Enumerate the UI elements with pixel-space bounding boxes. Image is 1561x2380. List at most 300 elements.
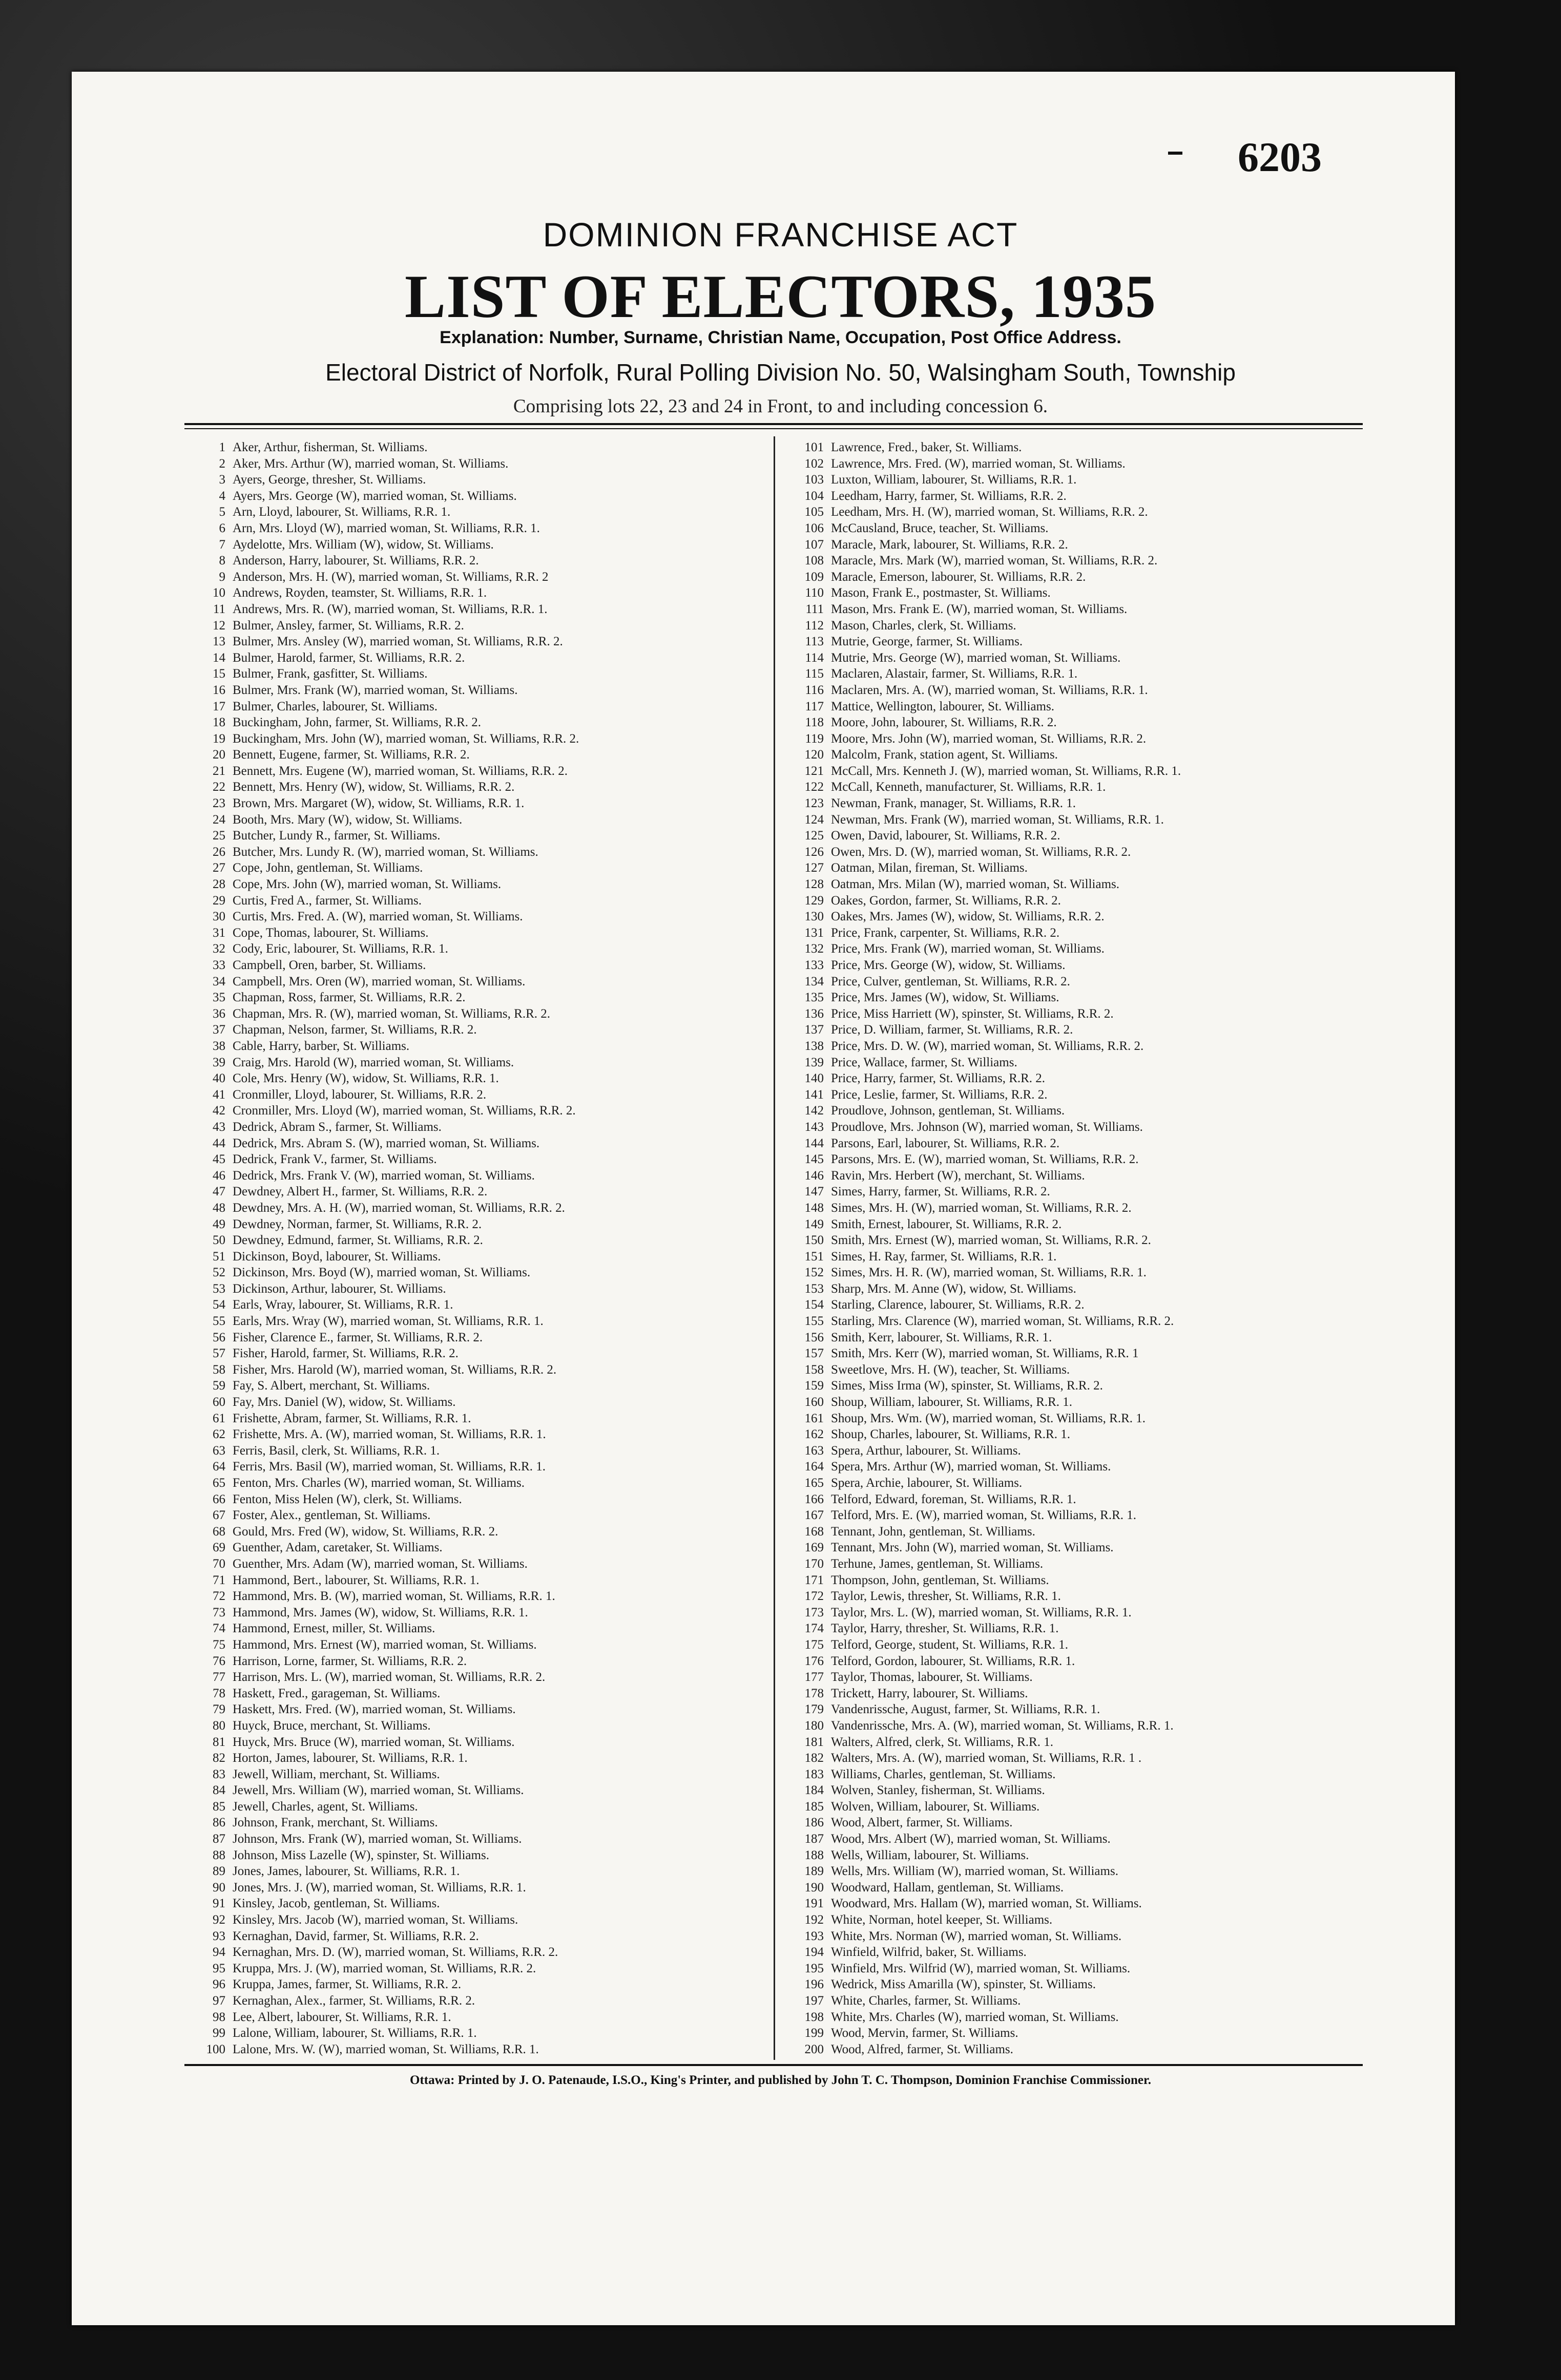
elector-entry [184, 1281, 768, 1297]
elector-details: Anderson, Mrs. H. (W), married woman, St. Williams, R.R. 2 [233, 570, 549, 584]
elector-entry [779, 2025, 1368, 2041]
elector-details: Thompson, John, gentleman, St. Williams. [831, 1573, 1049, 1587]
elector-details: Johnson, Mrs. Frank (W), married woman, St. Williams. [233, 1832, 522, 1846]
elector-entry [184, 1507, 768, 1524]
elector-number: 140 [804, 1071, 824, 1086]
elector-entry [779, 1799, 1368, 1815]
elector-number: 136 [804, 1006, 824, 1021]
elector-entry [779, 812, 1368, 828]
elector-entry [184, 1265, 768, 1281]
elector-entry [779, 1944, 1368, 1961]
elector-number: 74 [213, 1621, 225, 1636]
elector-number: 197 [804, 1994, 824, 2008]
elector-number: 102 [804, 456, 824, 471]
elector-details: Price, Leslie, farmer, St. Williams, R.R. 2. [831, 1087, 1048, 1102]
elector-number: 123 [804, 796, 824, 811]
elector-details: Buckingham, Mrs. John (W), married woman, St. Williams, R.R. 2. [233, 731, 579, 746]
elector-entry [779, 1426, 1368, 1443]
elector-number: 182 [804, 1751, 824, 1765]
elector-number: 113 [805, 635, 824, 649]
elector-details: Lawrence, Fred., baker, St. Williams. [831, 440, 1022, 454]
elector-number: 125 [804, 829, 824, 843]
elector-details: Leedham, Harry, farmer, St. Williams, R.R. 2. [831, 489, 1067, 503]
elector-entry [779, 569, 1368, 585]
elector-entry [779, 1556, 1368, 1572]
elector-details: Shoup, William, labourer, St. Williams, R.R. 1. [831, 1395, 1073, 1409]
elector-details: Cope, Thomas, labourer, St. Williams. [233, 925, 429, 940]
elector-details: Simes, Mrs. H. (W), married woman, St. Williams, R.R. 2. [831, 1200, 1132, 1215]
elector-entry [779, 1313, 1368, 1330]
elector-number: 35 [213, 991, 225, 1005]
elector-number: 66 [213, 1492, 225, 1506]
elector-entry [779, 1119, 1368, 1135]
elector-details: Simes, Miss Irma (W), spinster, St. Williams, R.R. 2. [831, 1379, 1103, 1393]
elector-number: 171 [804, 1573, 824, 1587]
elector-number: 122 [804, 780, 824, 794]
elector-details: Jewell, Charles, agent, St. Williams. [233, 1799, 418, 1814]
elector-entry [779, 1362, 1368, 1378]
elector-number: 42 [213, 1104, 225, 1118]
elector-number: 36 [213, 1006, 225, 1021]
elector-entry [184, 1232, 768, 1249]
elector-number: 64 [213, 1460, 225, 1474]
elector-entry [779, 1588, 1368, 1605]
elector-number: 10 [213, 586, 225, 600]
elector-details: Wedrick, Miss Amarilla (W), spinster, St. Williams. [831, 1977, 1096, 1992]
elector-number: 127 [804, 861, 824, 875]
elector-number: 150 [804, 1233, 824, 1248]
elector-entry [779, 1831, 1368, 1847]
elector-details: Campbell, Oren, barber, St. Williams. [233, 958, 426, 972]
elector-details: Kruppa, Mrs. J. (W), married woman, St. Williams, R.R. 2. [233, 1961, 536, 1975]
elector-number: 176 [804, 1654, 824, 1668]
elector-details: Walters, Alfred, clerk, St. Williams, R.R. 1. [831, 1735, 1053, 1749]
elector-number: 92 [213, 1913, 225, 1927]
elector-details: Curtis, Mrs. Fred. A. (W), married woman, St. Williams. [233, 910, 523, 924]
elector-details: Fay, Mrs. Daniel (W), widow, St. Williams. [233, 1395, 456, 1409]
elector-details: Vandenrissche, Mrs. A. (W), married woman, St. Williams, R.R. 1. [831, 1718, 1174, 1733]
elector-details: Owen, David, labourer, St. Williams, R.R. 2. [831, 829, 1060, 843]
elector-details: Wells, Mrs. William (W), married woman, St. Williams. [831, 1864, 1118, 1879]
elector-details: Vandenrissche, August, farmer, St. Williams, R.R. 1. [831, 1702, 1100, 1717]
elector-entry [184, 1588, 768, 1605]
elector-entry [184, 1168, 768, 1184]
elector-entry [184, 1572, 768, 1589]
elector-entry [779, 1686, 1368, 1702]
elector-entry [184, 876, 768, 893]
elector-details: Andrews, Royden, teamster, St. Williams, R.R. 1. [233, 586, 487, 600]
elector-entry [779, 666, 1368, 682]
elector-entry [184, 747, 768, 763]
elector-entry [184, 1119, 768, 1135]
elector-entry [779, 1055, 1368, 1071]
elector-entry [779, 1459, 1368, 1475]
elector-details: Aydelotte, Mrs. William (W), widow, St. Williams. [233, 537, 494, 552]
elector-number: 169 [804, 1541, 824, 1555]
elector-entry [184, 1928, 768, 1945]
elector-details: Kruppa, James, farmer, St. Williams, R.R. 2. [233, 1977, 462, 1992]
elector-details: Lalone, William, labourer, St. Williams, R.R. 1. [233, 2026, 477, 2040]
elector-details: Telford, Gordon, labourer, St. Williams, R.R. 1. [831, 1654, 1075, 1668]
elector-number: 61 [213, 1411, 225, 1425]
elector-details: Ravin, Mrs. Herbert (W), merchant, St. Williams. [831, 1168, 1085, 1183]
elector-entry [779, 1701, 1368, 1718]
elector-number: 28 [213, 877, 225, 892]
elector-number: 71 [213, 1573, 225, 1587]
elector-entry [779, 1378, 1368, 1394]
elector-entry [184, 1362, 768, 1378]
elector-details: Moore, Mrs. John (W), married woman, St. Williams, R.R. 2. [831, 731, 1147, 746]
elector-entry [779, 1216, 1368, 1233]
elector-entry [184, 1895, 768, 1912]
elector-details: Taylor, Harry, thresher, St. Williams, R.R. 1. [831, 1621, 1059, 1636]
elector-details: Kinsley, Mrs. Jacob (W), married woman, St. Williams. [233, 1913, 518, 1927]
elector-details: Earls, Mrs. Wray (W), married woman, St. Williams, R.R. 1. [233, 1314, 544, 1329]
elector-entry [779, 1297, 1368, 1313]
elector-number: 107 [804, 537, 824, 552]
elector-details: Walters, Mrs. A. (W), married woman, St. Williams, R.R. 1 . [831, 1751, 1142, 1765]
elector-number: 51 [213, 1249, 225, 1263]
elector-number: 157 [804, 1346, 824, 1361]
elector-details: Maclaren, Alastair, farmer, St. Williams, R.R. 1. [831, 667, 1078, 681]
elector-number: 96 [213, 1977, 225, 1992]
elector-details: Maracle, Emerson, labourer, St. Williams, R.R. 2. [831, 570, 1086, 584]
elector-number: 84 [213, 1783, 225, 1798]
elector-entry [779, 634, 1368, 650]
elector-details: Ferris, Basil, clerk, St. Williams, R.R. 1. [233, 1443, 440, 1458]
elector-number: 23 [213, 796, 225, 811]
elector-entry [779, 520, 1368, 537]
elector-details: Williams, Charles, gentleman, St. Williams. [831, 1767, 1056, 1781]
elector-number: 115 [805, 667, 824, 681]
elector-entry [184, 682, 768, 699]
elector-entry [184, 714, 768, 731]
elector-number: 9 [219, 570, 225, 584]
elector-number: 200 [804, 2042, 824, 2056]
elector-number: 151 [804, 1249, 824, 1263]
elector-number: 90 [213, 1880, 225, 1894]
elector-number: 117 [805, 699, 824, 713]
elector-details: Leedham, Mrs. H. (W), married woman, St. Williams, R.R. 2. [831, 505, 1148, 519]
elector-entry [779, 1928, 1368, 1945]
elector-details: Owen, Mrs. D. (W), married woman, St. Williams, R.R. 2. [831, 845, 1131, 859]
elector-number: 54 [213, 1298, 225, 1312]
elector-number: 4 [219, 489, 225, 503]
elector-number: 193 [804, 1929, 824, 1943]
elector-details: Hammond, Mrs. B. (W), married woman, St. Williams, R.R. 1. [233, 1589, 555, 1604]
elector-number: 100 [206, 2042, 225, 2056]
elector-number: 2 [219, 456, 225, 471]
electors-column-left [184, 439, 768, 2057]
elector-number: 14 [213, 650, 225, 665]
elector-entry [779, 779, 1368, 795]
elector-number: 11 [213, 602, 225, 616]
elector-entry [184, 909, 768, 925]
elector-number: 104 [804, 489, 824, 503]
elector-details: Haskett, Fred., garageman, St. Williams. [233, 1686, 441, 1700]
header-rule [184, 423, 1363, 425]
elector-details: Simes, H. Ray, farmer, St. Williams, R.R. 1. [831, 1249, 1057, 1263]
elector-entry [779, 763, 1368, 780]
elector-entry [779, 1637, 1368, 1653]
elector-number: 87 [213, 1832, 225, 1846]
elector-number: 38 [213, 1039, 225, 1053]
elector-details: Oakes, Gordon, farmer, St. Williams, R.R. 2. [831, 893, 1061, 908]
elector-entry [184, 618, 768, 634]
list-title: LIST OF ELECTORS, 1935 [405, 262, 1156, 330]
elector-entry [779, 504, 1368, 520]
elector-number: 191 [804, 1897, 824, 1911]
elector-number: 47 [213, 1185, 225, 1199]
elector-entry [184, 1443, 768, 1459]
header-rule-thin [184, 428, 1363, 429]
elector-details: Simes, Harry, farmer, St. Williams, R.R. 2. [831, 1185, 1050, 1199]
elector-entry [779, 989, 1368, 1006]
elector-entry [184, 634, 768, 650]
elector-details: Wood, Mrs. Albert (W), married woman, St. Williams. [831, 1832, 1111, 1846]
elector-entry [184, 925, 768, 941]
elector-entry [184, 1249, 768, 1265]
elector-entry [184, 504, 768, 520]
elector-details: Dewdney, Norman, farmer, St. Williams, R.R. 2. [233, 1217, 482, 1231]
elector-number: 53 [213, 1281, 225, 1296]
elector-number: 116 [805, 683, 824, 697]
elector-details: Spera, Arthur, labourer, St. Williams. [831, 1443, 1021, 1458]
elector-entry [779, 1912, 1368, 1928]
elector-entry [779, 1620, 1368, 1637]
elector-details: Cable, Harry, barber, St. Williams. [233, 1039, 410, 1053]
elector-entry [184, 1426, 768, 1443]
elector-number: 34 [213, 974, 225, 988]
elector-details: Spera, Mrs. Arthur (W), married woman, St. Williams. [831, 1460, 1111, 1474]
elector-number: 12 [213, 618, 225, 633]
elector-details: Woodward, Mrs. Hallam (W), married woman, St. Williams. [831, 1897, 1142, 1911]
elector-details: Fay, S. Albert, merchant, St. Williams. [233, 1379, 430, 1393]
elector-number: 82 [213, 1751, 225, 1765]
elector-details: Fenton, Mrs. Charles (W), married woman, St. Williams. [233, 1476, 525, 1490]
elector-number: 76 [213, 1654, 225, 1668]
elector-number: 108 [804, 554, 824, 568]
elector-details: Telford, George, student, St. Williams, R.R. 1. [831, 1637, 1068, 1652]
elector-entry [184, 1912, 768, 1928]
elector-details: Dedrick, Frank V., farmer, St. Williams. [233, 1152, 437, 1167]
elector-details: White, Mrs. Norman (W), married woman, St. Williams. [831, 1929, 1122, 1943]
elector-number: 5 [219, 505, 225, 519]
elector-entry [184, 1701, 768, 1718]
elector-entry [184, 520, 768, 537]
elector-number: 60 [213, 1395, 225, 1409]
elector-entry [184, 1540, 768, 1556]
elector-details: Chapman, Ross, farmer, St. Williams, R.R. 2. [233, 991, 466, 1005]
elector-number: 153 [804, 1281, 824, 1296]
elector-number: 105 [804, 505, 824, 519]
elector-number: 128 [804, 877, 824, 892]
elector-entry [184, 1491, 768, 1508]
elector-details: Dewdney, Albert H., farmer, St. Williams, R.R. 2. [233, 1185, 488, 1199]
elector-details: Huyck, Mrs. Bruce (W), married woman, St. Williams. [233, 1735, 515, 1749]
elector-details: Harrison, Mrs. L. (W), married woman, St. Williams, R.R. 2. [233, 1670, 546, 1684]
elector-entry [184, 1799, 768, 1815]
elector-details: Proudlove, Mrs. Johnson (W), married woman, St. Williams. [831, 1120, 1143, 1134]
elector-details: Starling, Mrs. Clarence (W), married woman, St. Williams, R.R. 2. [831, 1314, 1174, 1329]
elector-details: McCall, Mrs. Kenneth J. (W), married woman, St. Williams, R.R. 1. [831, 764, 1181, 778]
elector-number: 173 [804, 1605, 824, 1619]
elector-details: Jones, James, labourer, St. Williams, R.R. 1. [233, 1864, 460, 1879]
page-number: 6203 [1238, 134, 1322, 180]
elector-number: 46 [213, 1168, 225, 1183]
elector-entry [779, 1507, 1368, 1524]
elector-details: Maracle, Mrs. Mark (W), married woman, St. Williams, R.R. 2. [831, 554, 1158, 568]
elector-entry [779, 1976, 1368, 1993]
elector-entry [779, 1880, 1368, 1896]
elector-number: 160 [804, 1395, 824, 1409]
elector-entry [184, 1151, 768, 1168]
elector-number: 159 [804, 1379, 824, 1393]
elector-number: 170 [804, 1556, 824, 1571]
elector-details: Price, Culver, gentleman, St. Williams, R.R. 2. [831, 974, 1070, 988]
elector-number: 142 [804, 1104, 824, 1118]
elector-details: Mason, Charles, clerk, St. Williams. [831, 618, 1016, 633]
elector-number: 180 [804, 1718, 824, 1733]
elector-entry [184, 439, 768, 456]
elector-number: 118 [805, 715, 824, 730]
elector-details: Price, Wallace, farmer, St. Williams. [831, 1055, 1017, 1069]
elector-number: 138 [804, 1039, 824, 1053]
elector-details: White, Mrs. Charles (W), married woman, St. Williams. [831, 2010, 1119, 2024]
elector-details: Fisher, Mrs. Harold (W), married woman, St. Williams, R.R. 2. [233, 1362, 557, 1377]
elector-entry [779, 1993, 1368, 2009]
elector-number: 57 [213, 1346, 225, 1361]
elector-entry [779, 1394, 1368, 1410]
elector-details: Parsons, Mrs. E. (W), married woman, St. Williams, R.R. 2. [831, 1152, 1139, 1167]
elector-details: Bulmer, Frank, gasfitter, St. Williams. [233, 667, 428, 681]
elector-number: 30 [213, 910, 225, 924]
elector-number: 109 [804, 570, 824, 584]
elector-details: Bennett, Mrs. Eugene (W), married woman, St. Williams, R.R. 2. [233, 764, 568, 778]
elector-details: Mutrie, Mrs. George (W), married woman, St. Williams. [831, 650, 1121, 665]
elector-number: 156 [804, 1330, 824, 1344]
elector-details: Price, Frank, carpenter, St. Williams, R.R. 2. [831, 925, 1060, 940]
elector-details: Proudlove, Johnson, gentleman, St. Williams. [831, 1104, 1065, 1118]
elector-number: 52 [213, 1266, 225, 1280]
comprising-line: Comprising lots 22, 23 and 24 in Front, to and including concession 6. [513, 396, 1048, 417]
elector-details: Anderson, Harry, labourer, St. Williams, R.R. 2. [233, 554, 479, 568]
elector-details: Bulmer, Charles, labourer, St. Williams. [233, 699, 438, 713]
elector-number: 13 [213, 635, 225, 649]
elector-number: 137 [804, 1023, 824, 1037]
elector-details: Kernaghan, David, farmer, St. Williams, R.R. 2. [233, 1929, 479, 1943]
elector-number: 196 [804, 1977, 824, 1992]
elector-details: Cope, John, gentleman, St. Williams. [233, 861, 423, 875]
elector-number: 95 [213, 1961, 225, 1975]
elector-entry [184, 844, 768, 860]
elector-details: Price, Mrs. D. W. (W), married woman, St. Williams, R.R. 2. [831, 1039, 1144, 1053]
elector-entry [184, 1815, 768, 1831]
elector-number: 131 [804, 925, 824, 940]
elector-details: Price, Mrs. Frank (W), married woman, St. Williams. [831, 942, 1105, 956]
elector-details: Taylor, Thomas, labourer, St. Williams. [831, 1670, 1033, 1684]
elector-entry [779, 876, 1368, 893]
elector-details: Fisher, Clarence E., farmer, St. Williams, R.R. 2. [233, 1330, 483, 1344]
elector-entry [184, 456, 768, 472]
elector-details: Dedrick, Abram S., farmer, St. Williams. [233, 1120, 442, 1134]
elector-number: 101 [804, 440, 824, 454]
elector-entry [779, 2009, 1368, 2026]
elector-number: 78 [213, 1686, 225, 1700]
elector-details: Cope, Mrs. John (W), married woman, St. Williams. [233, 877, 502, 892]
explanation-line: Explanation: Number, Surname, Christian Name, Occupation, Post Office Address. [440, 328, 1121, 347]
elector-details: Newman, Frank, manager, St. Williams, R.R. 1. [831, 796, 1076, 811]
elector-number: 183 [804, 1767, 824, 1781]
elector-details: Telford, Mrs. E. (W), married woman, St. Williams, R.R. 1. [831, 1508, 1136, 1523]
elector-number: 21 [213, 764, 225, 778]
elector-details: McCall, Kenneth, manufacturer, St. Williams, R.R. 1. [831, 780, 1106, 794]
elector-details: Booth, Mrs. Mary (W), widow, St. Williams. [233, 812, 463, 827]
elector-details: Andrews, Mrs. R. (W), married woman, St. Williams, R.R. 1. [233, 602, 548, 616]
elector-entry [184, 1378, 768, 1394]
elector-entry [779, 1281, 1368, 1297]
elector-details: Brown, Mrs. Margaret (W), widow, St. Williams, R.R. 1. [233, 796, 525, 811]
elector-details: Smith, Mrs. Kerr (W), married woman, St. Williams, R.R. 1 [831, 1346, 1139, 1361]
elector-details: Dickinson, Mrs. Boyd (W), married woman, St. Williams. [233, 1266, 531, 1280]
elector-details: Bulmer, Ansley, farmer, St. Williams, R.R. 2. [233, 618, 464, 633]
elector-entry [184, 1556, 768, 1572]
elector-details: Wells, William, labourer, St. Williams. [831, 1848, 1029, 1862]
elector-entry [779, 1524, 1368, 1540]
elector-details: Lalone, Mrs. W. (W), married woman, St. Williams, R.R. 1. [233, 2042, 539, 2056]
elector-entry [184, 1637, 768, 1653]
elector-details: Terhune, James, gentleman, St. Williams. [831, 1556, 1044, 1571]
elector-details: Parsons, Earl, labourer, St. Williams, R.R. 2. [831, 1136, 1060, 1150]
elector-entry [184, 585, 768, 601]
elector-number: 62 [213, 1427, 225, 1442]
elector-number: 80 [213, 1718, 225, 1733]
elector-entry [184, 601, 768, 618]
elector-entry [184, 1459, 768, 1475]
elector-entry [779, 1766, 1368, 1783]
elector-details: Chapman, Mrs. R. (W), married woman, St. Williams, R.R. 2. [233, 1006, 550, 1021]
elector-details: Huyck, Bruce, merchant, St. Williams. [233, 1718, 431, 1733]
elector-details: Trickett, Harry, labourer, St. Williams. [831, 1686, 1028, 1700]
elector-entry [184, 1993, 768, 2009]
elector-details: Campbell, Mrs. Oren (W), married woman, St. Williams. [233, 974, 526, 988]
elector-details: Price, Harry, farmer, St. Williams, R.R. 2. [831, 1071, 1046, 1086]
elector-entry [779, 488, 1368, 504]
elector-entry [779, 699, 1368, 715]
elector-number: 79 [213, 1702, 225, 1717]
elector-details: Bennett, Eugene, farmer, St. Williams, R.R. 2. [233, 748, 470, 762]
elector-number: 178 [804, 1686, 824, 1700]
elector-entry [779, 472, 1368, 488]
elector-entry [184, 1087, 768, 1103]
elector-entry [184, 1475, 768, 1491]
elector-details: Woodward, Hallam, gentleman, St. Williams. [831, 1880, 1064, 1894]
elector-number: 184 [804, 1783, 824, 1798]
elector-entry [184, 2025, 768, 2041]
elector-entry [779, 1265, 1368, 1281]
elector-number: 110 [805, 586, 824, 600]
elector-entry [779, 893, 1368, 909]
elector-details: Dickinson, Boyd, labourer, St. Williams. [233, 1249, 441, 1263]
elector-entry [184, 2009, 768, 2026]
elector-entry [779, 1443, 1368, 1459]
elector-details: Bulmer, Mrs. Frank (W), married woman, St. Williams. [233, 683, 518, 697]
elector-details: Sharp, Mrs. M. Anne (W), widow, St. Williams. [831, 1281, 1076, 1296]
elector-details: Frishette, Abram, farmer, St. Williams, R.R. 1. [233, 1411, 471, 1425]
elector-entry [779, 860, 1368, 876]
elector-entry [184, 650, 768, 666]
elector-number: 17 [213, 699, 225, 713]
